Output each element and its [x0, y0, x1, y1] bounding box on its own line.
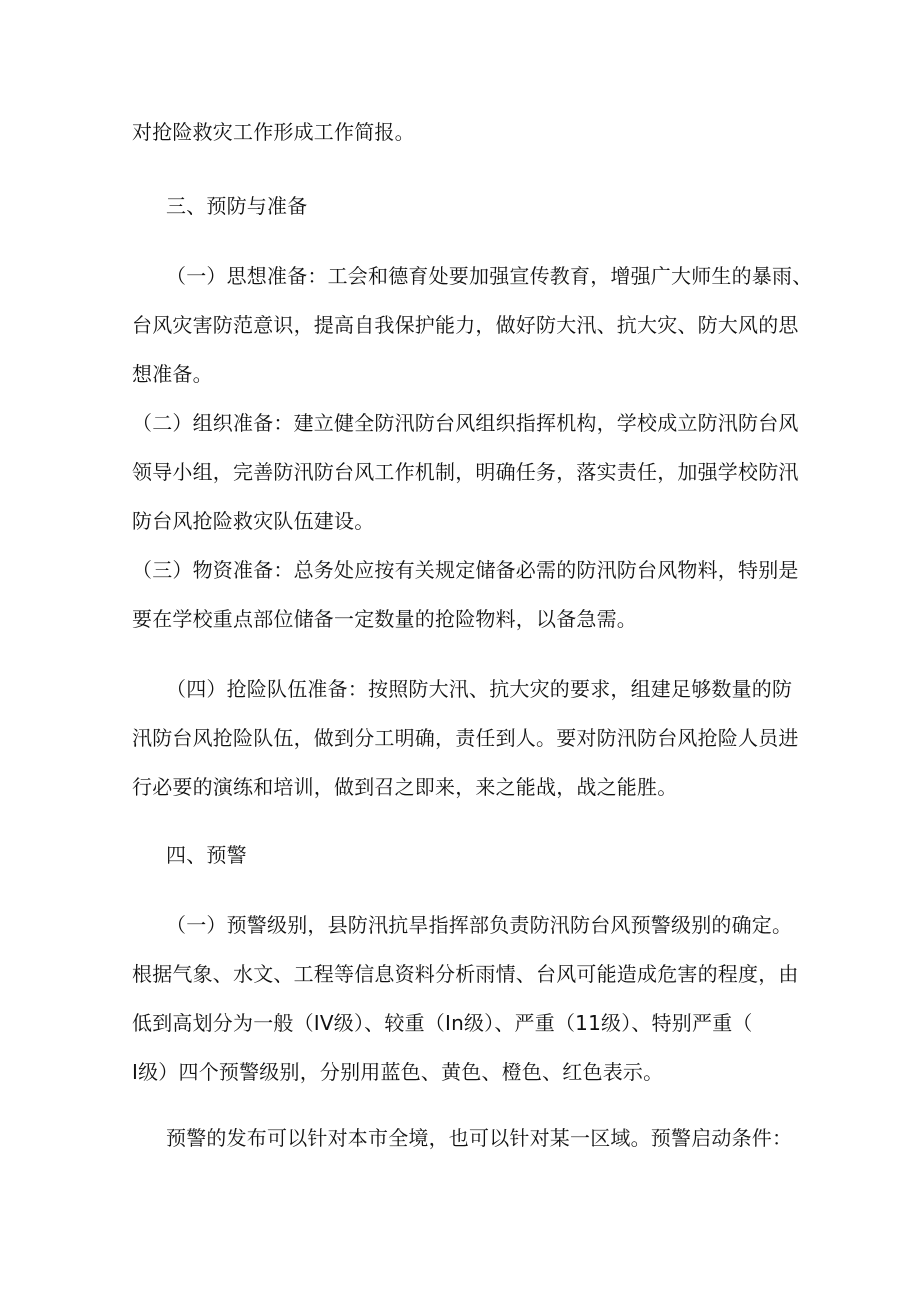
paragraph-line-2-2: 想准备。	[132, 362, 213, 386]
paragraph-line-4-1: 要在学校重点部位储备一定数量的抢险物料，以备急需。	[132, 607, 637, 631]
paragraph-line-7-2: 低到高划分为一般（IV级）、较重（In级）、严重（11级）、特别严重（	[132, 1011, 753, 1035]
paragraph-line-7-1: 根据气象、水文、工程等信息资料分析雨情、台风可能造成危害的程度，由	[132, 962, 799, 986]
section-heading-3: 三、预防与准备	[166, 194, 308, 218]
section-heading-4: 四、预警	[166, 843, 247, 867]
paragraph-line-8-0: 预警的发布可以针对本市全境，也可以针对某一区域。预警启动条件：	[166, 1126, 793, 1150]
paragraph-line-3-2: 防台风抢险救灾队伍建设。	[132, 509, 375, 533]
paragraph-line-3-0: （二）组织准备：建立健全防汛防台风组织指挥机构，学校成立防汛防台风	[132, 411, 799, 435]
paragraph-line-5-2: 行必要的演练和培训，做到召之即来，来之能战，战之能胜。	[132, 775, 678, 799]
paragraph-line-7-3: I级）四个预警级别，分别用蓝色、黄色、橙色、红色表示。	[132, 1060, 664, 1084]
paragraph-line-4-0: （三）物资准备：总务处应按有关规定储备必需的防汛防台风物料，特别是	[132, 558, 799, 582]
paragraph-line-2-1: 台风灾害防范意识，提高自我保护能力，做好防大汛、抗大灾、防大风的思	[132, 313, 799, 337]
paragraph-line-2-0: （一）思想准备：工会和德育处要加强宣传教育，增强广大师生的暴雨、	[166, 264, 813, 288]
paragraph-line-7-0: （一）预警级别，县防汛抗旱指挥部负责防汛防台风预警级别的确定。	[166, 913, 793, 937]
paragraph-line-0-0: 对抢险救灾工作形成工作简报。	[132, 120, 415, 144]
paragraph-line-5-1: 汛防台风抢险队伍，做到分工明确，责任到人。要对防汛防台风抢险人员进	[132, 726, 799, 750]
paragraph-line-5-0: （四）抢险队伍准备：按照防大汛、抗大灾的要求，组建足够数量的防	[166, 677, 793, 701]
paragraph-line-3-1: 领导小组，完善防汛防台风工作机制，明确任务，落实责任，加强学校防汛	[132, 460, 799, 484]
